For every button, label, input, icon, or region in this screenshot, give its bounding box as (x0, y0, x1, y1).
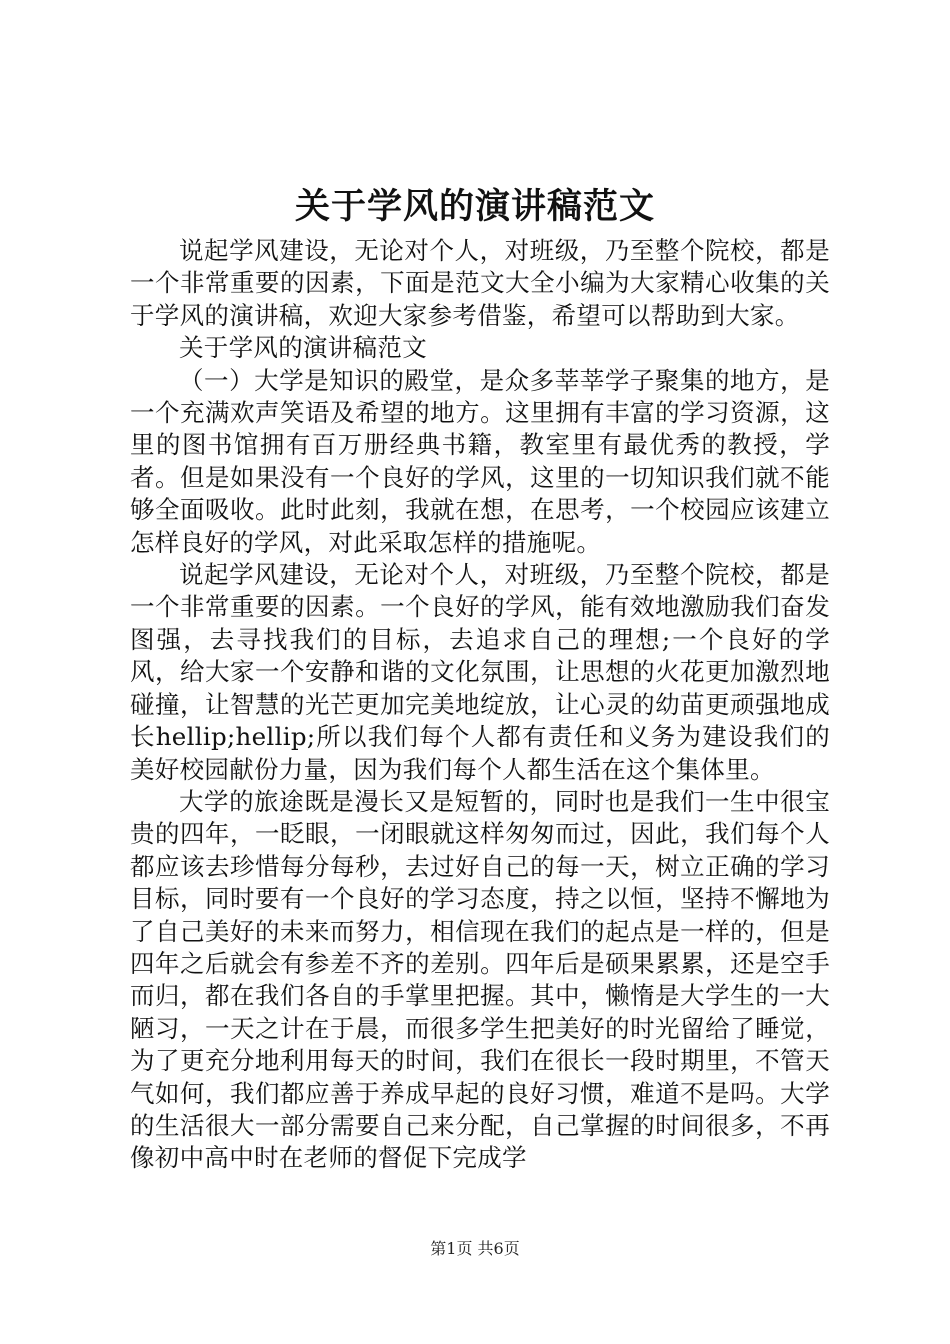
body-paragraph-1: （一）大学是知识的殿堂，是众多莘莘学子聚集的地方，是一个充满欢声笑语及希望的地方。这里拥有丰富的学习资源，这里的图书馆拥有百万册经典书籍，教室里有最优秀的教授，学者。但是如果没有一个良好的学风，这里的一切知识我们就不能够全面吸收。此时此刻，我就在想，在思考，一个校园应该建立怎样良好的学风，对此采取怎样的措施呢。 (130, 365, 830, 557)
section-heading: 关于学风的演讲稿范文 (179, 333, 427, 363)
page-footer (0, 1238, 950, 1260)
document-title: 关于学风的演讲稿范文 (294, 187, 655, 227)
page-number: 第1页 共6页 (430, 1239, 520, 1258)
intro-paragraph: 说起学风建设，无论对个人，对班级，乃至整个院校，都是一个非常重要的因素，下面是范文大全小编为大家精心收集的关于学风的演讲稿，欢迎大家参考借鉴，希望可以帮助到大家。 (130, 236, 830, 330)
document-body (130, 235, 830, 1175)
body-paragraph-2: 说起学风建设，无论对个人，对班级，乃至整个院校，都是一个非常重要的因素。一个良好的学风，能有效地激励我们奋发图强，去寻找我们的目标，去追求自己的理想;一个良好的学风，给大家一个安静和谐的文化氛围，让思想的火花更加激烈地碰撞，让智慧的光芒更加完美地绽放，让心灵的幼苗更顽强地成长hellip;hellip;所以我们每个人都有责任和义务为建设我们的美好校园献份力量，因为我们每个人都生活在这个集体里。 (130, 560, 830, 784)
body-paragraph-3: 大学的旅途既是漫长又是短暂的，同时也是我们一生中很宝贵的四年，一眨眼，一闭眼就这样匆匆而过，因此，我们每个人都应该去珍惜每分每秒，去过好自己的每一天，树立正确的学习目标，同时要有一个良好的学习态度，持之以恒，坚持不懈地为了自己美好的未来而努力，相信现在我们的起点是一样的，但是四年之后就会有参差不齐的差别。四年后是硕果累累，还是空手而归，都在我们各自的手掌里把握。其中，懒惰是大学生的一大陋习，一天之计在于晨，而很多学生把美好的时光留给了睡觉，为了更充分地利用每天的时间，我们在很长一段时期里，不管天气如何，我们都应善于养成早起的良好习惯，难道不是吗。大学的生活很大一部分需要自己来分配，自己掌握的时间很多，不再像初中高中时在老师的督促下完成学 (130, 786, 830, 1173)
